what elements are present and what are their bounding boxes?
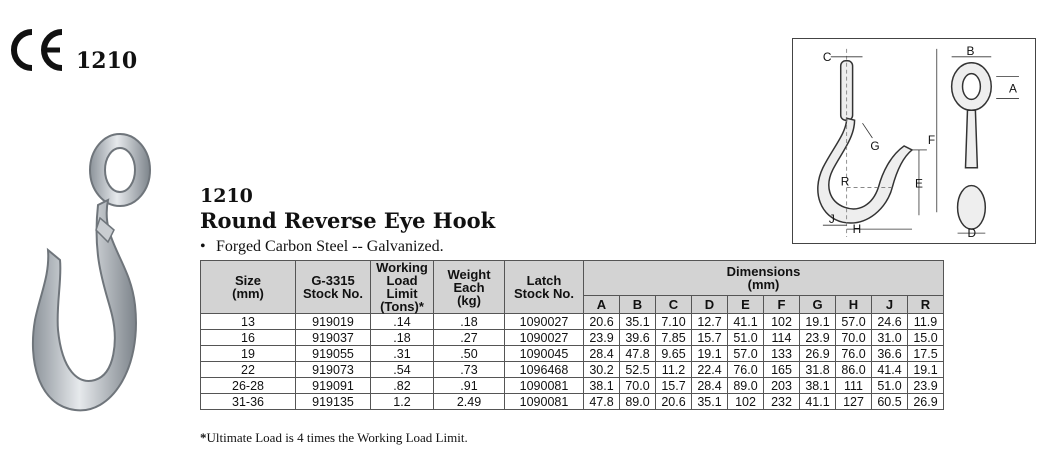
- diagram-label-h: H: [852, 222, 862, 237]
- table-row: [201, 346, 944, 362]
- header-dimensions-line2: (mm): [747, 276, 780, 292]
- table-cell: 89.0: [620, 394, 656, 410]
- diagram-label-a: A: [1009, 81, 1017, 96]
- header-wll-line4: (Tons)*: [380, 299, 424, 314]
- table-cell: 133: [764, 346, 800, 362]
- table-cell: 51.0: [728, 330, 764, 346]
- table-cell: 17.5: [908, 346, 944, 362]
- diagram-label-f: F: [927, 132, 936, 147]
- table-cell: 1090027: [505, 314, 584, 330]
- table-cell: 23.9: [800, 330, 836, 346]
- table-cell: 114: [764, 330, 800, 346]
- table-cell: 23.9: [584, 330, 620, 346]
- table-cell: 41.1: [728, 314, 764, 330]
- header-weight-line3: (kg): [457, 292, 481, 308]
- table-cell: 76.0: [836, 346, 872, 362]
- table-cell: 15.0: [908, 330, 944, 346]
- table-cell: .18: [434, 314, 505, 330]
- table-cell: 2.49: [434, 394, 505, 410]
- table-cell: 111: [836, 378, 872, 394]
- table-cell: 30.2: [584, 362, 620, 378]
- table-cell: 7.85: [656, 330, 692, 346]
- table-cell: 203: [764, 378, 800, 394]
- table-cell: 28.4: [584, 346, 620, 362]
- hook-photo: [20, 130, 180, 430]
- table-cell: .54: [371, 362, 434, 378]
- product-code: 1210: [200, 185, 253, 207]
- table-cell: .18: [371, 330, 434, 346]
- table-cell: 23.9: [908, 378, 944, 394]
- table-cell: 70.0: [836, 330, 872, 346]
- header-weight: [434, 261, 505, 314]
- table-cell: 919037: [296, 330, 371, 346]
- footnote-text: Ultimate Load is 4 times the Working Load Limit.: [206, 430, 468, 445]
- table-cell: 127: [836, 394, 872, 410]
- table-cell: .14: [371, 314, 434, 330]
- table-cell: 102: [764, 314, 800, 330]
- table-cell: 1090027: [505, 330, 584, 346]
- diagram-label-c: C: [822, 49, 832, 64]
- table-cell: 102: [728, 394, 764, 410]
- table-cell: 22: [201, 362, 296, 378]
- table-cell: 165: [764, 362, 800, 378]
- table-cell: 15.7: [692, 330, 728, 346]
- table-cell: 36.6: [872, 346, 908, 362]
- table-cell: 20.6: [584, 314, 620, 330]
- table-cell: 19.1: [800, 314, 836, 330]
- table-cell: 1096468: [505, 362, 584, 378]
- table-cell: 86.0: [836, 362, 872, 378]
- table-cell: 19: [201, 346, 296, 362]
- table-cell: 7.10: [656, 314, 692, 330]
- table-cell: 12.7: [692, 314, 728, 330]
- table-cell: 31.0: [872, 330, 908, 346]
- product-bullet: • Forged Carbon Steel -- Galvanized.: [200, 238, 444, 255]
- header-dim-h: H: [836, 295, 872, 313]
- table-cell: 20.6: [656, 394, 692, 410]
- ce-mark-logo: [8, 26, 68, 74]
- table-cell: .82: [371, 378, 434, 394]
- table-cell: 57.0: [728, 346, 764, 362]
- table-cell: 919055: [296, 346, 371, 362]
- table-cell: 1090081: [505, 394, 584, 410]
- header-dim-e: E: [728, 295, 764, 313]
- table-cell: .31: [371, 346, 434, 362]
- header-dim-b: B: [620, 295, 656, 313]
- table-cell: .50: [434, 346, 505, 362]
- spec-table: [200, 260, 944, 410]
- ce-code: 1210: [76, 48, 138, 74]
- header-wll-line1: Working: [376, 260, 428, 275]
- header-dim-a: A: [584, 295, 620, 313]
- header-dim-r: R: [908, 295, 944, 313]
- table-cell: 11.2: [656, 362, 692, 378]
- header-latch-line1: Latch: [526, 273, 562, 288]
- table-cell: 1090081: [505, 378, 584, 394]
- header-dim-f: F: [764, 295, 800, 313]
- header-weight-line1: Weight: [447, 266, 491, 282]
- header-latch-line2: Stock No.: [514, 286, 574, 301]
- table-cell: 39.6: [620, 330, 656, 346]
- table-row: [201, 330, 944, 346]
- header-dimensions-line1: Dimensions: [726, 263, 801, 279]
- diagram-label-g: G: [870, 138, 880, 153]
- table-cell: 31-36: [201, 394, 296, 410]
- table-cell: 57.0: [836, 314, 872, 330]
- header-wll: [371, 261, 434, 314]
- table-cell: 11.9: [908, 314, 944, 330]
- table-cell: 76.0: [728, 362, 764, 378]
- table-cell: 38.1: [800, 378, 836, 394]
- header-stock: [296, 261, 371, 314]
- header-wll-line2: Load: [386, 273, 418, 288]
- header-latch: [505, 261, 584, 314]
- table-cell: 51.0: [872, 378, 908, 394]
- table-cell: 35.1: [620, 314, 656, 330]
- table-cell: 41.1: [800, 394, 836, 410]
- table-row: [201, 362, 944, 378]
- header-size-line1: Size: [234, 273, 261, 288]
- table-row: [201, 314, 944, 330]
- header-dim-j: J: [872, 295, 908, 313]
- header-stock-line2: Stock No.: [303, 286, 363, 301]
- header-wll-line3: Limit: [386, 286, 418, 301]
- product-title: Round Reverse Eye Hook: [200, 208, 496, 233]
- table-cell: 232: [764, 394, 800, 410]
- table-cell: 15.7: [656, 378, 692, 394]
- table-cell: 52.5: [620, 362, 656, 378]
- header-dim-d: D: [692, 295, 728, 313]
- table-cell: .27: [434, 330, 505, 346]
- header-weight-line2: Each: [453, 279, 485, 295]
- table-cell: 26-28: [201, 378, 296, 394]
- diagram-label-r: R: [840, 174, 850, 189]
- table-cell: 26.9: [908, 394, 944, 410]
- table-cell: 26.9: [800, 346, 836, 362]
- diagram-label-b: B: [966, 43, 975, 58]
- table-cell: 1.2: [371, 394, 434, 410]
- table-cell: 31.8: [800, 362, 836, 378]
- table-cell: 19.1: [908, 362, 944, 378]
- table-cell: .73: [434, 362, 505, 378]
- header-stock-line1: G-3315: [311, 273, 355, 288]
- table-cell: 28.4: [692, 378, 728, 394]
- spec-table-body: [201, 314, 944, 410]
- table-cell: 22.4: [692, 362, 728, 378]
- table-cell: 47.8: [584, 394, 620, 410]
- table-row: [201, 394, 944, 410]
- table-cell: 9.65: [656, 346, 692, 362]
- header-dim-g: G: [800, 295, 836, 313]
- table-cell: 13: [201, 314, 296, 330]
- table-cell: 919135: [296, 394, 371, 410]
- table-cell: 16: [201, 330, 296, 346]
- diagram-label-e: E: [914, 176, 923, 191]
- diagram-label-d: D: [967, 226, 977, 241]
- table-cell: 60.5: [872, 394, 908, 410]
- footnote: [200, 430, 468, 446]
- header-size-line2: (mm): [232, 286, 264, 301]
- table-cell: 919091: [296, 378, 371, 394]
- product-bullet-text: Forged Carbon Steel -- Galvanized.: [216, 238, 444, 255]
- table-cell: 47.8: [620, 346, 656, 362]
- table-cell: 919019: [296, 314, 371, 330]
- table-cell: .91: [434, 378, 505, 394]
- table-cell: 70.0: [620, 378, 656, 394]
- diagram-label-j: J: [828, 212, 835, 227]
- table-cell: 1090045: [505, 346, 584, 362]
- table-cell: 24.6: [872, 314, 908, 330]
- table-row: [201, 378, 944, 394]
- table-cell: 35.1: [692, 394, 728, 410]
- table-cell: 38.1: [584, 378, 620, 394]
- table-cell: 41.4: [872, 362, 908, 378]
- table-cell: 919073: [296, 362, 371, 378]
- table-cell: 89.0: [728, 378, 764, 394]
- header-dim-c: C: [656, 295, 692, 313]
- dimension-diagram: [792, 38, 1036, 244]
- table-cell: 19.1: [692, 346, 728, 362]
- header-size: [201, 261, 296, 314]
- footnote-mark: *: [200, 430, 207, 445]
- header-dimensions: [584, 261, 944, 296]
